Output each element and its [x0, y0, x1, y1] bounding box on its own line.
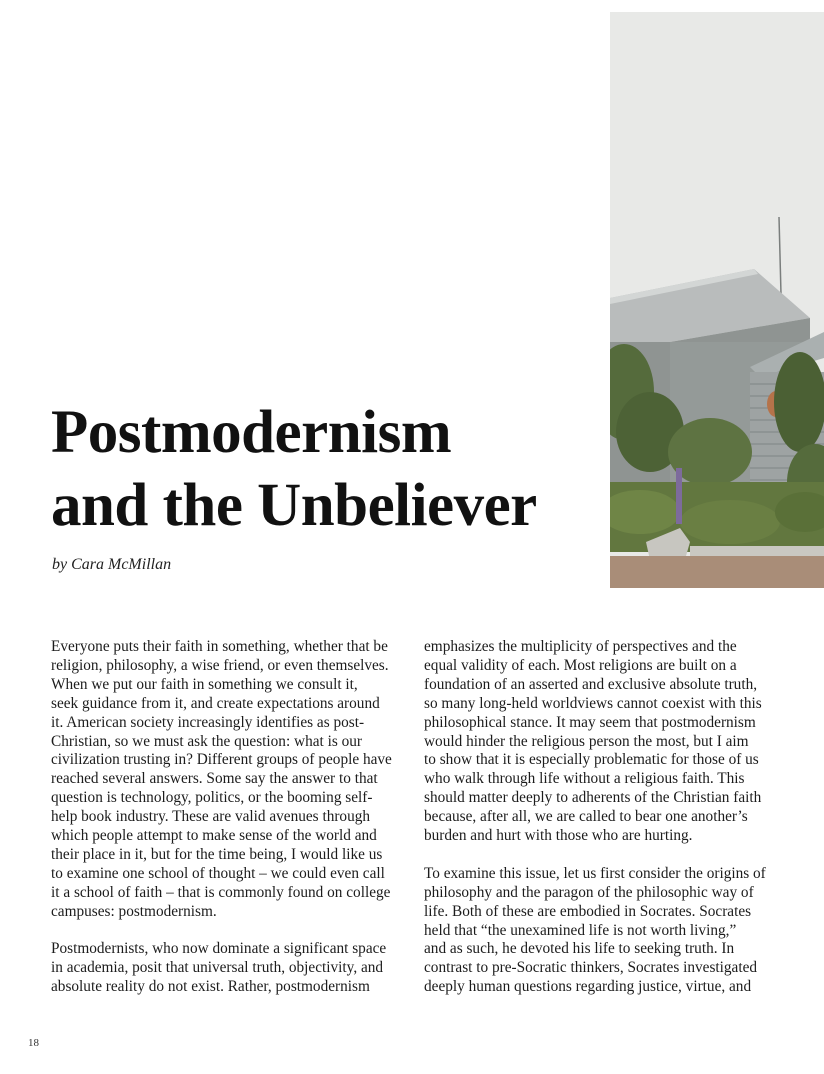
body-text-line: philosophical stance. It may seem that postmodernism: [424, 713, 756, 731]
photo-post: [676, 468, 682, 524]
body-text-line: philosophy and the paragon of the philosophic way of: [424, 883, 754, 901]
article-photo: [610, 12, 824, 588]
body-text-line: When we put our faith in something we consult it,: [51, 675, 358, 693]
photo-ground: [610, 556, 824, 588]
body-text-line: to examine one school of thought – we could even call: [51, 864, 385, 882]
body-text-line: question is technology, politics, or the booming self-: [51, 789, 373, 807]
body-text-line: would hinder the religious person the most, but I aim: [424, 732, 749, 750]
body-text-line: religion, philosophy, a wise friend, or even themselves.: [51, 656, 389, 674]
body-text-line: civilization trusting in? Different groups of people have: [51, 751, 392, 769]
body-text-line: reached several answers. Some say the answer to that: [51, 770, 378, 788]
body-text-line: so many long-held worldviews cannot coexist with this: [424, 694, 762, 712]
paragraph-break: [51, 922, 401, 941]
article-byline: by Cara McMillan: [52, 556, 172, 573]
body-text-line: who walk through life without a religious faith. This: [424, 770, 745, 788]
paragraph-break: [424, 846, 774, 865]
body-text-line: campuses: postmodernism.: [51, 902, 217, 920]
article-title-line-2: and the Unbeliever: [51, 472, 537, 539]
body-text-line: and as such, he devoted his life to seeking truth. In: [424, 940, 735, 958]
body-text-line: burden and hurt with those who are hurting.: [424, 827, 693, 845]
article-title: [51, 396, 537, 542]
body-text-line: to show that it is especially problematic for those of us: [424, 751, 759, 769]
body-text-line: which people attempt to make sense of the world and: [51, 827, 377, 845]
article-title-line-1: Postmodernism: [51, 399, 452, 466]
body-column-left: [51, 638, 401, 997]
body-text-line: life. Both of these are embodied in Socrates. Socrates: [424, 902, 752, 920]
body-text-line: seek guidance from it, and create expectations around: [51, 694, 380, 712]
body-column-right: [424, 638, 774, 997]
body-text-line: help book industry. These are valid avenues through: [51, 808, 371, 826]
body-text-line: their place in it, but for the time being, I would like us: [51, 845, 383, 863]
body-text-line: deeply human questions regarding justice, virtue, and: [424, 978, 752, 996]
body-text-line: To examine this issue, let us first consider the origins of: [424, 864, 766, 882]
body-text-line: Postmodernists, who now dominate a significant space: [51, 940, 387, 958]
body-text-line: equal validity of each. Most religions are built on a: [424, 656, 737, 674]
body-text-line: foundation of an asserted and exclusive absolute truth,: [424, 675, 758, 693]
body-text-line: because, after all, we are called to bear one another’s: [424, 808, 748, 826]
body-text-line: emphasizes the multiplicity of perspectives and the: [424, 638, 737, 655]
body-text-line: it. American society increasingly identifies as post-: [51, 713, 365, 731]
body-text-line: absolute reality do not exist. Rather, postmodernism: [51, 978, 370, 996]
body-text-line: held that “the unexamined life is not worth living,”: [424, 921, 737, 939]
body-text-line: it a school of faith – that is commonly found on college: [51, 883, 391, 901]
body-text-line: Christian, so we must ask the question: what is our: [51, 732, 363, 750]
body-text-line: contrast to pre-Socratic thinkers, Socrates investigated: [424, 959, 758, 977]
body-text-line: should matter deeply to adherents of the Christian faith: [424, 789, 762, 807]
body-text-line: Everyone puts their faith in something, whether that be: [51, 638, 388, 655]
page-number: 18: [28, 1037, 39, 1049]
body-text-line: in academia, posit that universal truth, objectivity, and: [51, 959, 384, 977]
